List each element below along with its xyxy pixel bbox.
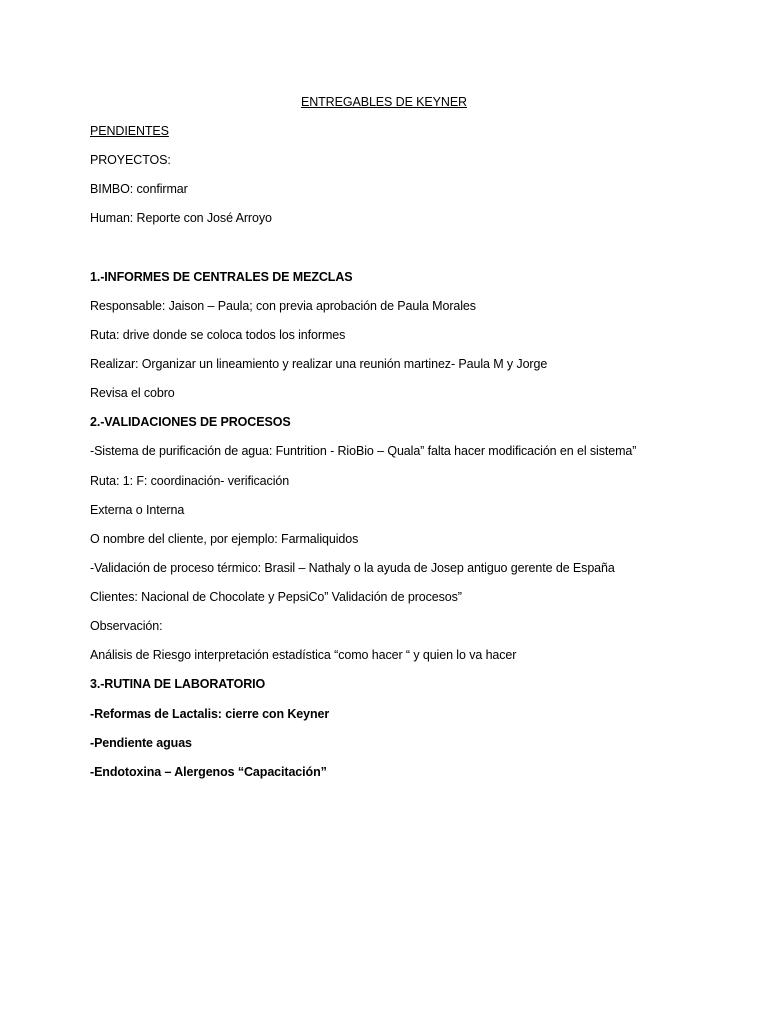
section1-cobro: Revisa el cobro	[90, 386, 175, 400]
section2-analisis: Análisis de Riesgo interpretación estadística “como hacer “ y quien lo va hacer	[90, 648, 517, 662]
section2-ruta: Ruta: 1: F: coordinación- verificación	[90, 474, 290, 488]
section1-realizar: Realizar: Organizar un lineamiento y realizar una reunión martinez- Paula M y Jorge	[90, 357, 548, 371]
section2-observacion: Observación:	[90, 619, 163, 633]
section3-endotoxina: -Endotoxina – Alergenos “Capacitación”	[90, 765, 327, 779]
bimbo-line: BIMBO: confirmar	[90, 182, 188, 196]
section3-aguas: -Pendiente aguas	[90, 736, 192, 750]
section3-heading: 3.-RUTINA DE LABORATORIO	[90, 677, 266, 691]
document-title: ENTREGABLES DE KEYNER	[300, 95, 467, 109]
section3-reformas: -Reformas de Lactalis: cierre con Keyner	[90, 707, 330, 721]
section2-sistema: -Sistema de purificación de agua: Funtrition - RioBio – Quala” falta hacer modificación en el sistema”	[90, 444, 637, 458]
pendientes-heading: PENDIENTES	[90, 124, 169, 138]
section1-ruta: Ruta: drive donde se coloca todos los informes	[90, 328, 346, 342]
section2-clientes: Clientes: Nacional de Chocolate y PepsiCo” Validación de procesos”	[90, 590, 462, 604]
section2-externa: Externa o Interna	[90, 503, 185, 517]
section2-nombre: O nombre del cliente, por ejemplo: Farmaliquidos	[90, 532, 359, 546]
section1-heading: 1.-INFORMES DE CENTRALES DE MEZCLAS	[90, 270, 353, 284]
human-line: Human: Reporte con José Arroyo	[90, 211, 272, 225]
section1-responsable: Responsable: Jaison – Paula; con previa aprobación de Paula Morales	[90, 299, 476, 313]
section2-heading: 2.-VALIDACIONES DE PROCESOS	[90, 415, 291, 429]
proyectos-label: PROYECTOS:	[90, 153, 171, 167]
section2-validacion: -Validación de proceso térmico: Brasil – Nathaly o la ayuda de Josep antiguo gerente de España	[90, 561, 615, 575]
